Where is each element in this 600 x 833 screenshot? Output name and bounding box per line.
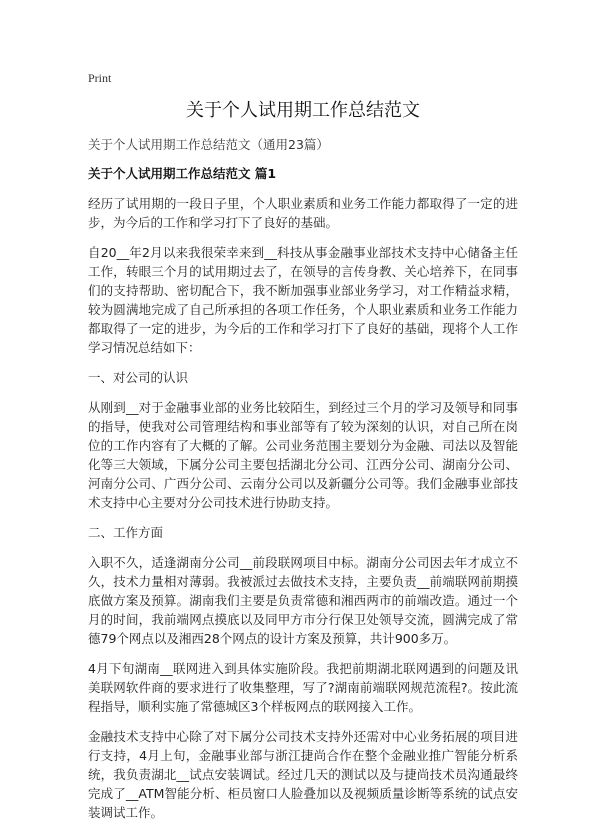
document-subtitle: 关于个人试用期工作总结范文（通用23篇） [88, 137, 329, 152]
paragraph-company: 从刚到__对于金融事业部的业务比较陌生，到经过三个月的学习及领导和同事的指导，使我对公司管理结构和事业部等有了较为深刻的认识，对自己所在岗位的工作内容有了大概的了解。公司业务范围主要划分为金融、司法以及智能化等三大领域，下属分公司主要包括湖北分公司、江西分公司、湖南分公司、河南分公司、广西分公司、云南分公司以及新疆分公司等。我们金融事业部技术支持中心主要对分公司技术进行协助支持。 [88, 400, 518, 510]
print-label[interactable]: Print [88, 71, 112, 85]
paragraph-april-implementation: 4月下旬湖南__联网进入到具体实施阶段。我把前期湖北联网遇到的问题及讯美联网软件商的要求进行了收集整理，写了?湖南前端联网规范流程?。按此流程指导，顺利实施了常德城区3个样板网点的联网接入工作。 [88, 661, 518, 714]
paragraph-overview: 自20__年2月以来我很荣幸来到__科技从事金融事业部技术支持中心储备主任工作，转眼三个月的试用期过去了，在领导的言传身教、关心培养下，在同事们的支持帮助、密切配合下，我不断加强事业部业务学习，对工作精益求精，较为圆满地完成了自己所承担的各项工作任务，个人职业素质和业务工作能力都取得了一定的进步，为今后的工作和学习打下了良好的基础，现将个人工作学习情况总结如下： [88, 245, 518, 355]
section-title: 关于个人试用期工作总结范文 篇1 [88, 166, 277, 181]
document-title: 关于个人试用期工作总结范文 [186, 100, 420, 121]
document-page [88, 70, 518, 833]
heading-company-understanding: 一、对公司的认识 [88, 370, 189, 385]
heading-work: 二、工作方面 [88, 525, 164, 540]
paragraph-intro: 经历了试用期的一段日子里，个人职业素质和业务工作能力都取得了一定的进步，为今后的工作和学习打下了良好的基础。 [88, 196, 518, 230]
paragraph-tech-support: 金融技术支持中心除了对下属分公司技术支持外还需对中心业务拓展的项目进行支持，4月上旬，金融事业部与浙江捷尚合作在整个金融业推广智能分析系统，我负责湖北__试点安装调试。经过几天的测试以及与捷尚技术员沟通最终完成了__ATM智能分析、柜员窗口人脸叠加以及视频质量诊断等系统的试点安装调试工作。 [88, 729, 518, 820]
paragraph-hunan-project: 入职不久，适逢湖南分公司__前段联网项目中标。湖南分公司因去年才成立不久，技术力量相对薄弱。我被派过去做技术支持，主要负责__前端联网前期摸底做方案及预算。湖南我们主要是负责常德和湘西两市的前端改造。通过一个月的时间，我前端网点摸底以及同甲方市分行保卫处领导交流，圆满完成了常德79个网点以及湘西28个网点的设计方案及预算，共计900多万。 [88, 555, 518, 646]
